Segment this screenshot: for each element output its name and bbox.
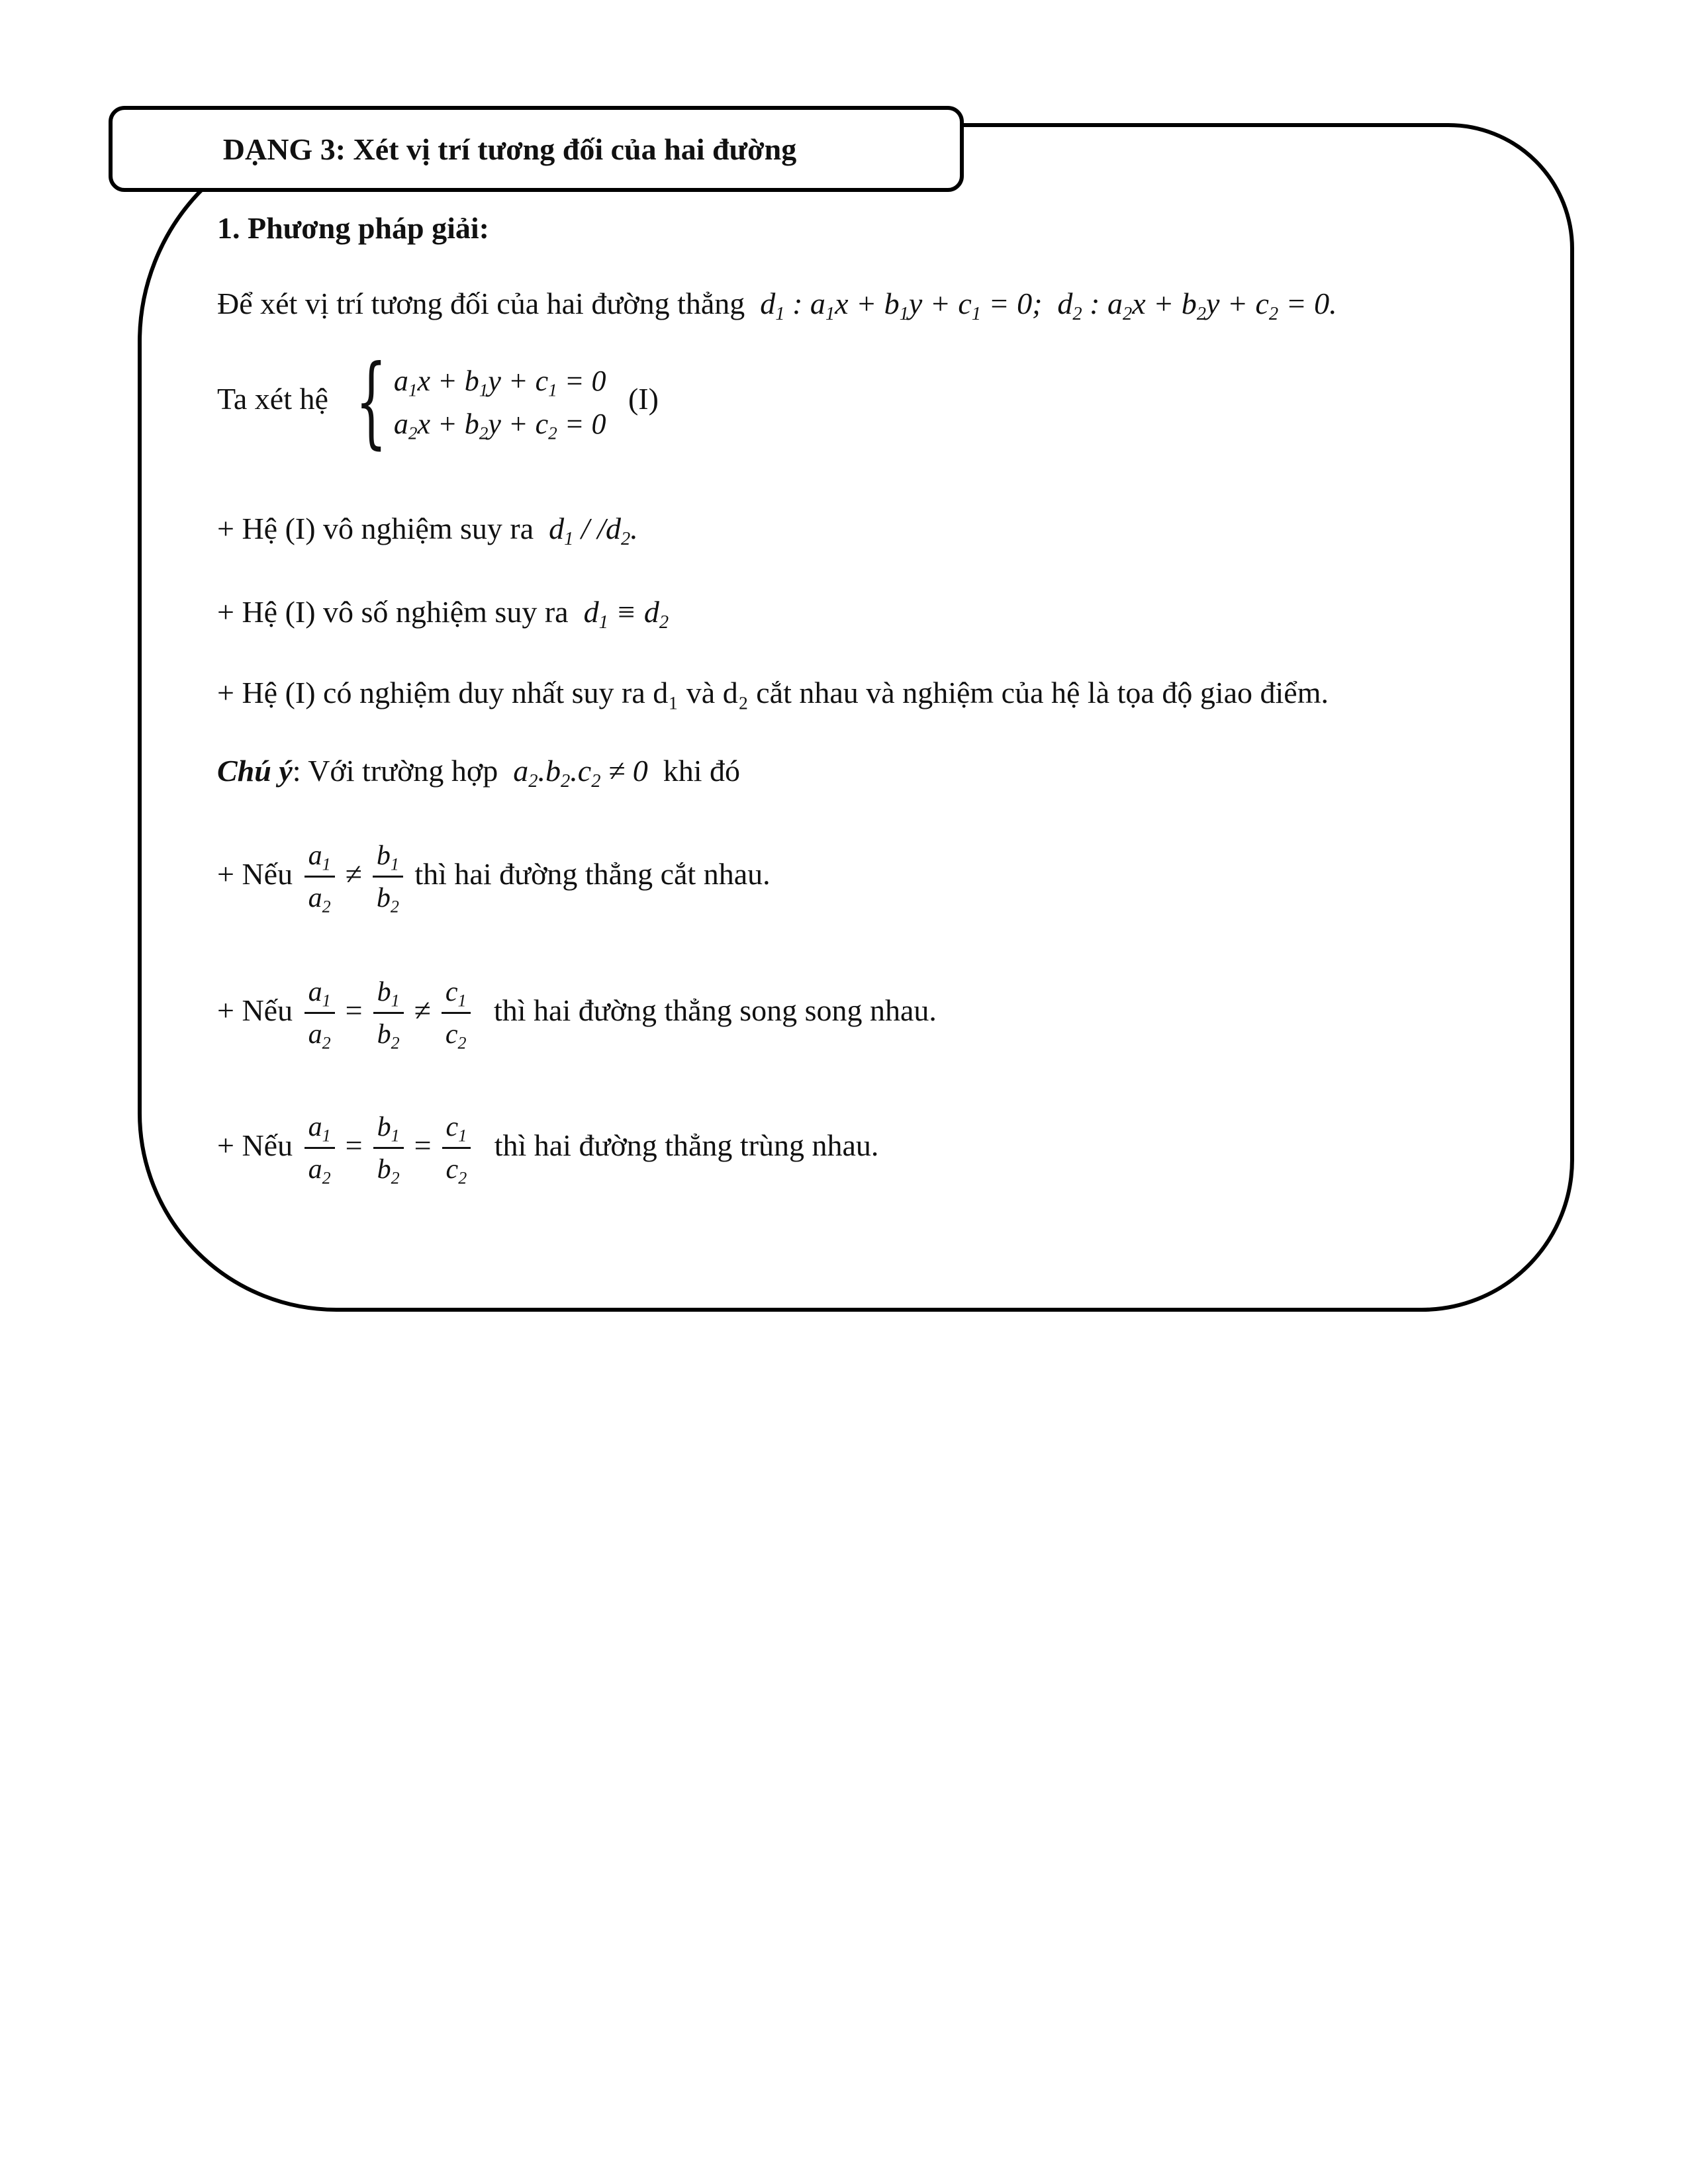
system-prefix: Ta xét hệ — [217, 382, 328, 416]
intro-paragraph — [217, 286, 1337, 325]
parallel-symbol: / / — [581, 512, 606, 545]
brace-symbol: { — [355, 344, 387, 459]
intro-text: Để xét vị trí tương đối của hai đường thẳng — [217, 287, 745, 320]
rule-parallel: + Nếu $\frac{a_1}{a_2}$ = $\frac{b_1}{b_2}$ ≠ $\frac{c_1}{c_2}$ thì hai đường thẳng song song nhau. — [217, 977, 937, 1053]
line1-equation: $d_1$ : $a_1x + b_1y + c_1 = 0$; $d_2$ : $a_2x + b_2y + c_2 = 0$. — [752, 287, 1337, 325]
section-heading: 1. Phương pháp giải: — [217, 211, 489, 245]
rule-coincide: + Nếu $\frac{a_1}{a_2}$ = $\frac{b_1}{b_2}$ = $\frac{c_1}{c_2}$ thì hai đường thẳng trùng nhau. — [217, 1112, 879, 1188]
case-no-solution: + Hệ (I) vô nghiệm suy ra $d_1 / /d_2$. — [217, 512, 638, 550]
system-eq1: $a_1x + b_1y + c_1 = 0$ — [393, 364, 606, 400]
rule-intersect-prefix: + Nếu — [217, 857, 293, 891]
rule-parallel-prefix: + Nếu — [217, 993, 293, 1028]
system-eq2: $a_2x + b_2y + c_2 = 0$ — [393, 407, 606, 443]
note-paragraph: Chú ý: Với trường hợp $a_2.b_2.c_2 \ne 0$ khi đó — [217, 754, 740, 792]
rule-coincide-prefix: + Nếu — [217, 1128, 293, 1163]
rule-intersect: + Nếu $\frac{a_1}{a_2}$ ≠ $\frac{b_1}{b_2}$ thì hai đường thẳng cắt nhau. — [217, 841, 771, 917]
case-infinite: + Hệ (I) vô số nghiệm suy ra $d_1 \equiv d_2$ — [217, 595, 669, 633]
rule-intersect-result: thì hai đường thẳng cắt nhau. — [414, 857, 771, 891]
note-suffix: khi đó — [663, 754, 740, 788]
note-text: : Với trường hợp — [292, 754, 498, 788]
page-title: DẠNG 3: Xét vị trí tương đối của hai đường — [222, 132, 797, 166]
note-label: Chú ý — [217, 754, 293, 788]
coincide-symbol: ≡ — [616, 595, 637, 629]
equation-system — [340, 344, 606, 459]
system-label: (I) — [628, 382, 659, 416]
case-infinite-text: + Hệ (I) vô số nghiệm suy ra — [217, 595, 569, 629]
title-box — [109, 106, 964, 192]
case-unique: + Hệ (I) có nghiệm duy nhất suy ra d₁ và d₂ cắt nhau và nghiệm của hệ là tọa độ giao điểm. — [217, 676, 1329, 709]
case-no-solution-text: + Hệ (I) vô nghiệm suy ra — [217, 512, 534, 545]
rule-coincide-result: thì hai đường thẳng trùng nhau. — [494, 1128, 879, 1163]
rule-parallel-result: thì hai đường thẳng song song nhau. — [494, 993, 937, 1028]
system-paragraph — [217, 344, 659, 459]
